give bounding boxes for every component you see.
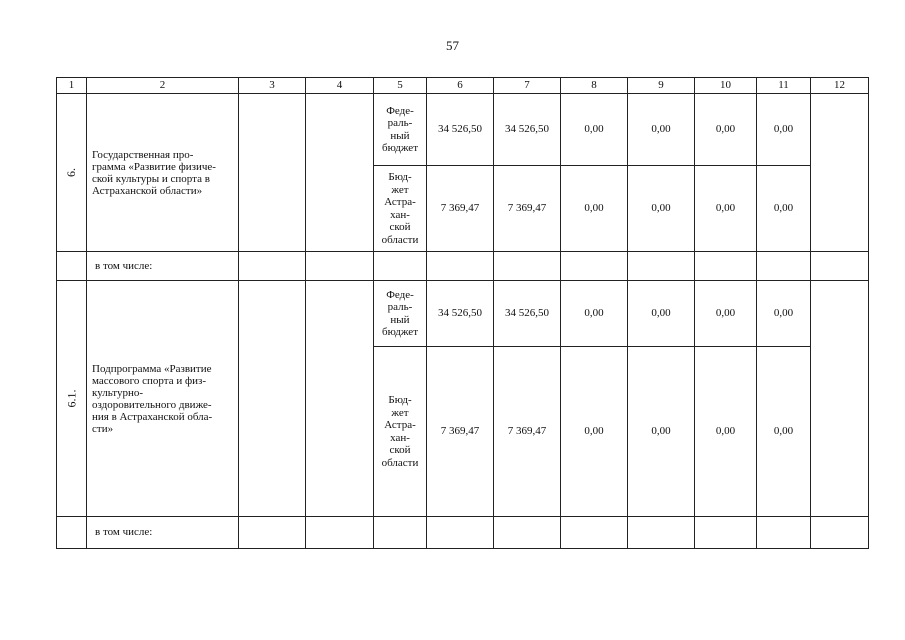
empty-cell bbox=[561, 517, 628, 549]
value-cell: 0,00 bbox=[695, 166, 757, 252]
header-cell: 5 bbox=[374, 78, 427, 94]
header-cell: 12 bbox=[811, 78, 869, 94]
empty-cell bbox=[239, 252, 306, 281]
table-row bbox=[57, 94, 869, 166]
funding-source-cell bbox=[374, 347, 427, 517]
program-name-cell bbox=[87, 94, 239, 252]
including-label: в том числе: bbox=[87, 517, 239, 549]
header-cell: 7 bbox=[494, 78, 561, 94]
value-cell: 7 369,47 bbox=[494, 166, 561, 252]
empty-cell bbox=[811, 94, 869, 252]
program-name: Государственная про- грамма «Развитие физиче- ской культуры и спорта в Астраханской области» bbox=[92, 148, 216, 197]
value-cell: 0,00 bbox=[757, 166, 811, 252]
header-cell: 10 bbox=[695, 78, 757, 94]
funding-source: Бюд- жет Астра- хан- ской области bbox=[381, 171, 419, 246]
empty-cell bbox=[427, 252, 494, 281]
row-number: 6.1. bbox=[64, 389, 78, 407]
program-name-cell bbox=[87, 281, 239, 517]
value-cell: 0,00 bbox=[695, 347, 757, 517]
value-cell: 0,00 bbox=[628, 281, 695, 347]
value-cell: 0,00 bbox=[561, 94, 628, 166]
empty-cell bbox=[306, 94, 374, 252]
empty-cell bbox=[695, 252, 757, 281]
header-cell: 6 bbox=[427, 78, 494, 94]
empty-cell bbox=[811, 517, 869, 549]
including-label: в том числе: bbox=[87, 252, 239, 281]
empty-cell bbox=[306, 281, 374, 517]
program-name: Подпрограмма «Развитие массового спорта и физ- культурно- оздоровительного движе- ния в Астраханской обла- сти» bbox=[92, 362, 213, 435]
funding-source-cell bbox=[374, 94, 427, 166]
funding-source-cell bbox=[374, 166, 427, 252]
empty-cell bbox=[239, 517, 306, 549]
header-cell: 1 bbox=[57, 78, 87, 94]
empty-cell bbox=[427, 517, 494, 549]
value-cell: 34 526,50 bbox=[494, 94, 561, 166]
value-cell: 7 369,47 bbox=[427, 166, 494, 252]
value-cell: 0,00 bbox=[757, 94, 811, 166]
value-cell: 7 369,47 bbox=[494, 347, 561, 517]
row-number: 6. bbox=[64, 167, 78, 177]
empty-cell bbox=[628, 252, 695, 281]
empty-cell bbox=[561, 252, 628, 281]
table-row bbox=[57, 517, 869, 549]
header-row bbox=[57, 78, 869, 94]
empty-cell bbox=[811, 281, 869, 517]
value-cell: 0,00 bbox=[695, 281, 757, 347]
empty-cell bbox=[494, 517, 561, 549]
empty-cell bbox=[374, 252, 427, 281]
value-cell: 0,00 bbox=[757, 347, 811, 517]
empty-cell bbox=[306, 517, 374, 549]
empty-cell bbox=[695, 517, 757, 549]
value-cell: 34 526,50 bbox=[494, 281, 561, 347]
value-cell: 0,00 bbox=[628, 94, 695, 166]
empty-cell bbox=[239, 94, 306, 252]
value-cell: 0,00 bbox=[695, 94, 757, 166]
value-cell: 0,00 bbox=[561, 166, 628, 252]
empty-cell bbox=[57, 252, 87, 281]
empty-cell bbox=[374, 517, 427, 549]
empty-cell bbox=[494, 252, 561, 281]
value-cell: 0,00 bbox=[561, 347, 628, 517]
header-cell: 4 bbox=[306, 78, 374, 94]
value-cell: 0,00 bbox=[628, 166, 695, 252]
header-cell: 8 bbox=[561, 78, 628, 94]
value-cell: 34 526,50 bbox=[427, 281, 494, 347]
row-number-cell bbox=[57, 94, 87, 252]
empty-cell bbox=[811, 252, 869, 281]
value-cell: 34 526,50 bbox=[427, 94, 494, 166]
header-cell: 11 bbox=[757, 78, 811, 94]
value-cell: 0,00 bbox=[757, 281, 811, 347]
funding-source: Феде- раль- ный бюджет bbox=[382, 288, 418, 338]
table-row bbox=[57, 252, 869, 281]
empty-cell bbox=[57, 517, 87, 549]
header-cell: 2 bbox=[87, 78, 239, 94]
empty-cell bbox=[757, 517, 811, 549]
empty-cell bbox=[306, 252, 374, 281]
value-cell: 7 369,47 bbox=[427, 347, 494, 517]
funding-source: Феде- раль- ный бюджет bbox=[382, 104, 418, 154]
row-number-cell bbox=[57, 281, 87, 517]
funding-source-cell bbox=[374, 281, 427, 347]
header-cell: 3 bbox=[239, 78, 306, 94]
budget-table bbox=[56, 77, 869, 549]
page-number: 57 bbox=[446, 38, 459, 53]
value-cell: 0,00 bbox=[628, 347, 695, 517]
table-row bbox=[57, 281, 869, 347]
funding-source: Бюд- жет Астра- хан- ской области bbox=[381, 394, 419, 469]
header-cell: 9 bbox=[628, 78, 695, 94]
value-cell: 0,00 bbox=[561, 281, 628, 347]
empty-cell bbox=[628, 517, 695, 549]
empty-cell bbox=[239, 281, 306, 517]
empty-cell bbox=[757, 252, 811, 281]
